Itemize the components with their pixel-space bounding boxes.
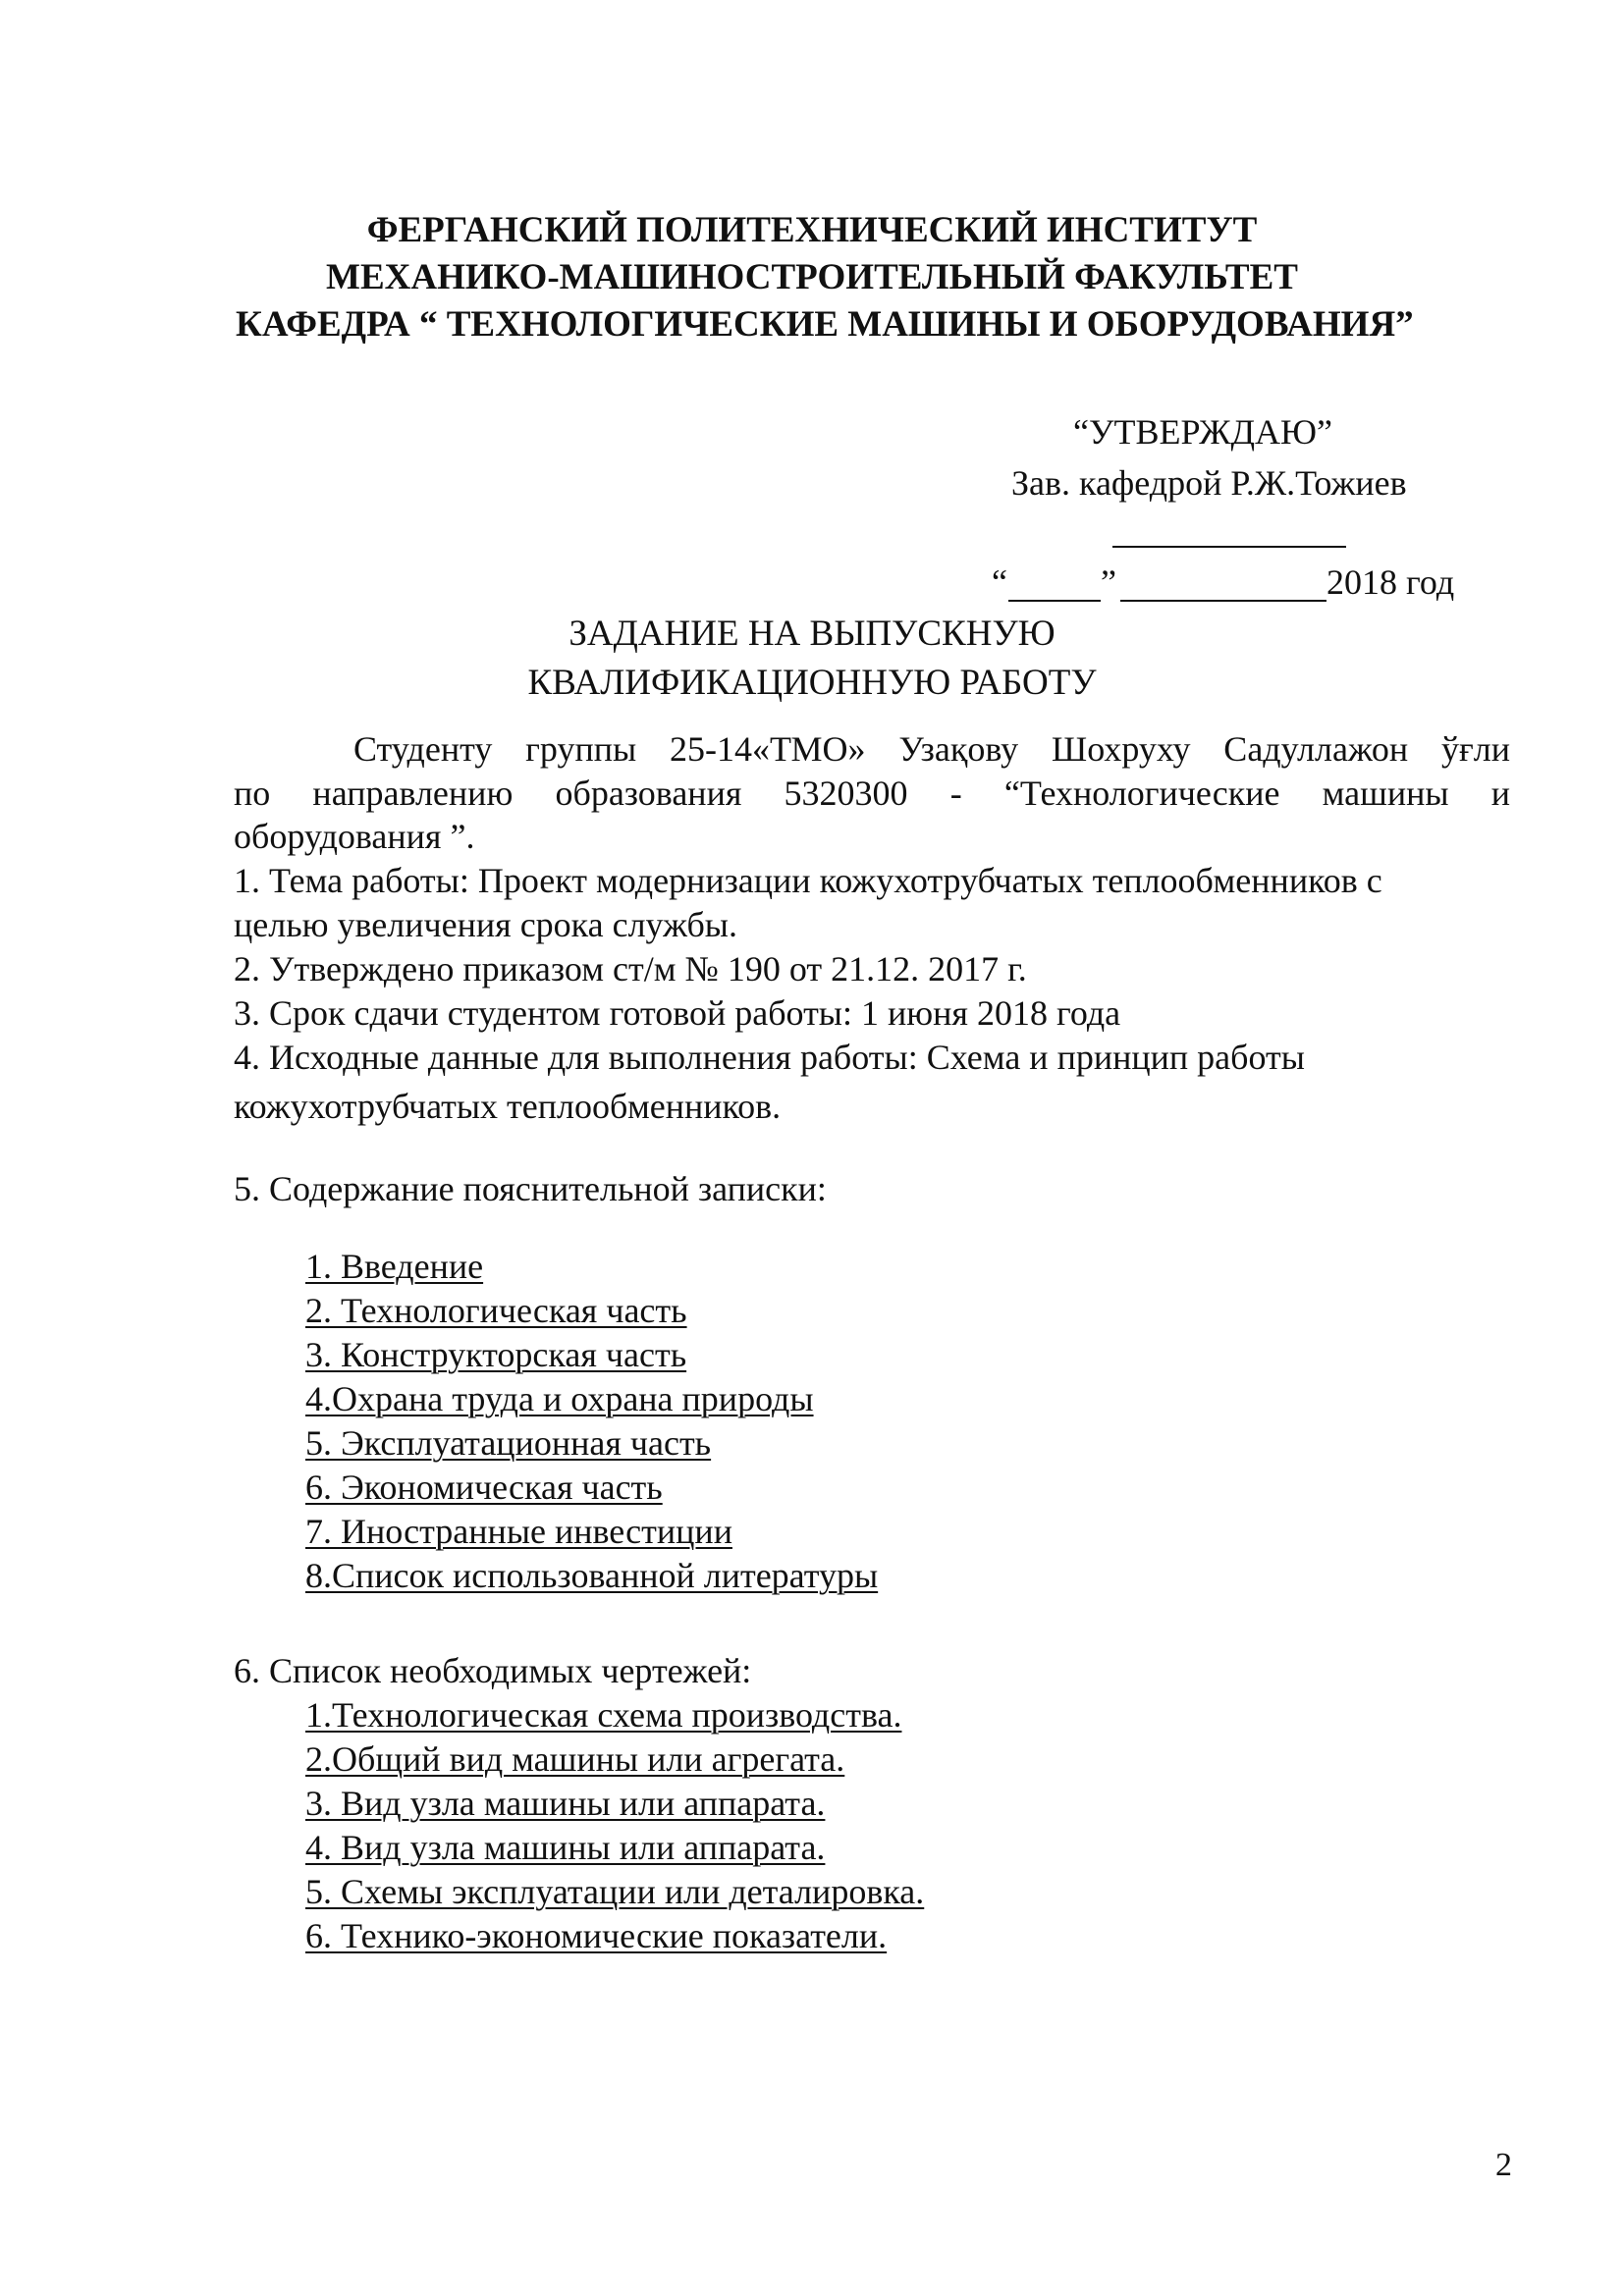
contents-item: 2. Технологическая часть [305,1291,687,1330]
department-name: КАФЕДРА “ ТЕХНОЛОГИЧЕСКИЕ МАШИНЫ И ОБОРУДОВАНИЯ” [236,304,1414,345]
contents-item: 3. Конструкторская часть [305,1335,687,1374]
contents-item: 4.Охрана труда и охрана природы [305,1379,814,1418]
drawings-item: 1.Технологическая схема производства. [305,1695,902,1735]
item-1-topic-cont: целью увеличения срока службы. [234,905,737,944]
contents-item: 7. Иностранные инвестиции [305,1512,732,1551]
page-number: 2 [1495,2147,1512,2183]
approve-label: “УТВЕРЖДАЮ” [1073,412,1333,452]
faculty-name: МЕХАНИКО-МАШИНОСТРОИТЕЛЬНЫЙ ФАКУЛЬТЕТ [326,257,1298,297]
assignment-title-line2: КВАЛИФИКАЦИОННУЮ РАБОТУ [527,663,1097,703]
signature-line [1112,546,1346,548]
intro-line1: Студенту группы 25-14«ТМО» Узақову Шохруху Садуллажон ўғли [353,729,1510,769]
department-head: Зав. кафедрой Р.Ж.Тожиев [1011,463,1407,503]
item-5-contents-heading: 5. Содержание пояснительной записки: [234,1169,827,1208]
assignment-title-line1: ЗАДАНИЕ НА ВЫПУСКНУЮ [568,614,1056,654]
date-year: 2018 год [1326,562,1455,602]
drawings-item: 3. Вид узла машины или аппарата. [305,1784,826,1823]
drawings-item: 6. Технико-экономические показатели. [305,1916,888,1955]
drawings-item: 2.Общий вид машины или агрегата. [305,1739,845,1779]
item-2-order: 2. Утверждено приказом ст/м № 190 от 21.12. 2017 г. [234,949,1027,988]
drawings-item: 4. Вид узла машины или аппарата. [305,1828,826,1867]
institute-name: ФЕРГАНСКИЙ ПОЛИТЕХНИЧЕСКИЙ ИНСТИТУТ [366,210,1258,250]
date-month-line [1120,600,1326,602]
item-6-drawings-heading: 6. Список необходимых чертежей: [234,1651,752,1690]
contents-item: 5. Эксплуатационная часть [305,1423,712,1463]
intro-line3: оборудования ”. [234,817,475,856]
contents-item: 8.Список использованной литературы [305,1556,879,1595]
date-open-quote: “ [992,562,1007,602]
date-day-line [1008,600,1101,602]
item-4-source-data-cont: кожухотрубчатых теплообменников. [234,1087,782,1126]
item-4-source-data: 4. Исходные данные для выполнения работы: Схема и принцип работы [234,1038,1305,1077]
contents-item: 6. Экономическая часть [305,1468,663,1507]
item-3-deadline: 3. Срок сдачи студентом готовой работы: 1 июня 2018 года [234,993,1121,1033]
intro-line2: по направлению образования 5320300 - “Технологические машины и [234,774,1510,813]
item-1-topic: 1. Тема работы: Проект модернизации кожухотрубчатых теплообменников с [234,861,1382,900]
drawings-item: 5. Схемы эксплуатации или деталировка. [305,1872,925,1911]
date-close-quote: ” [1101,562,1116,602]
contents-item: 1. Введение [305,1247,484,1286]
